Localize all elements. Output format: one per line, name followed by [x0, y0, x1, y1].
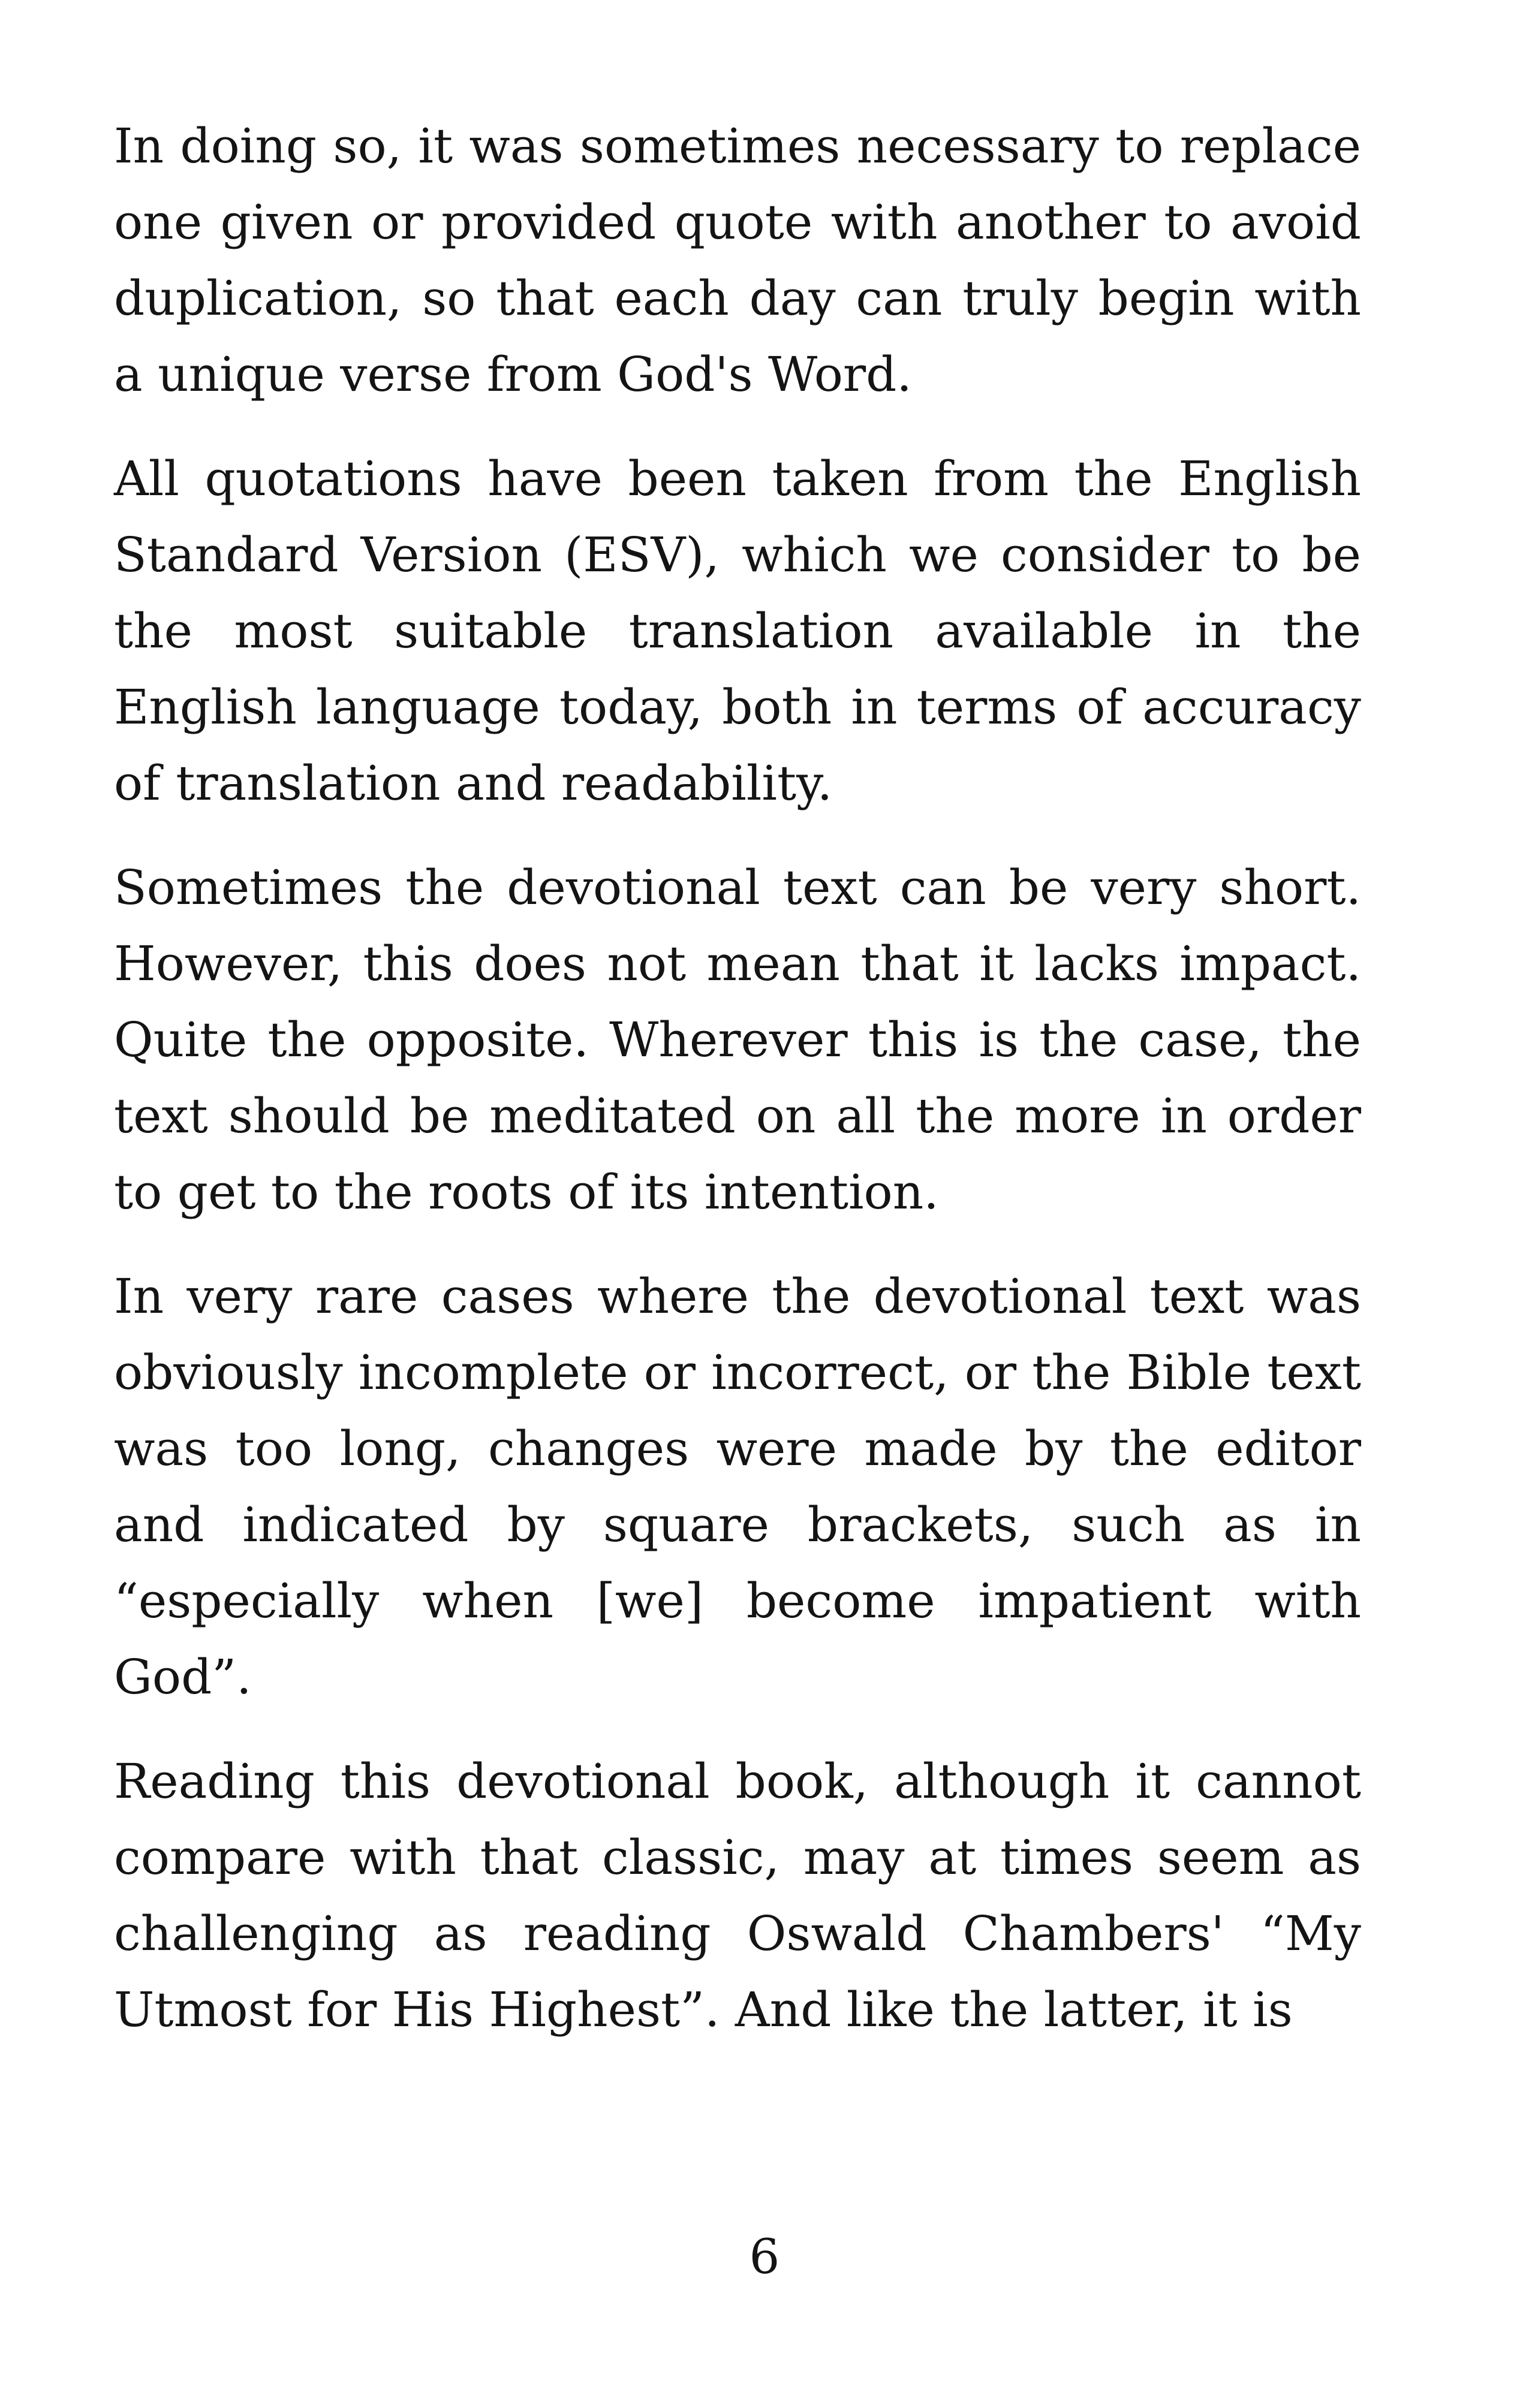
- paragraph-short-text: Sometimes the devotional text can be very short. However, this does not mean that it lacks impact. Quite the opposite. Wherever this is the case, the text should be meditated on all the more in order to get to the roots of its intention.: [114, 860, 1361, 1220]
- paragraph-quote-replacement: In doing so, it was sometimes necessary to replace one given or provided quote with another to avoid duplication, so that each day can truly begin with a unique verse from God's Word.: [114, 118, 1361, 402]
- paragraph-esv-translation: All quotations have been taken from the English Standard Version (ESV), which we consider to be the most suitable translation available in the English language today, both in terms of accuracy of translation and readability.: [114, 451, 1361, 811]
- paragraph-reading-comparison: Reading this devotional book, although it cannot compare with that classic, may at times seem as challenging as reading Oswald Chambers' “My Utmost for His Highest”. And like the latter, it is: [114, 1753, 1361, 2038]
- page-number: 6: [749, 2229, 780, 2285]
- paragraph-editor-changes: In very rare cases where the devotional text was obviously incomplete or incorrect, or the Bible text was too long, changes were made by the editor and indicated by square brackets, such as in “especially when [we] become impatient with God”.: [114, 1268, 1361, 1705]
- body-text: [114, 108, 1361, 2076]
